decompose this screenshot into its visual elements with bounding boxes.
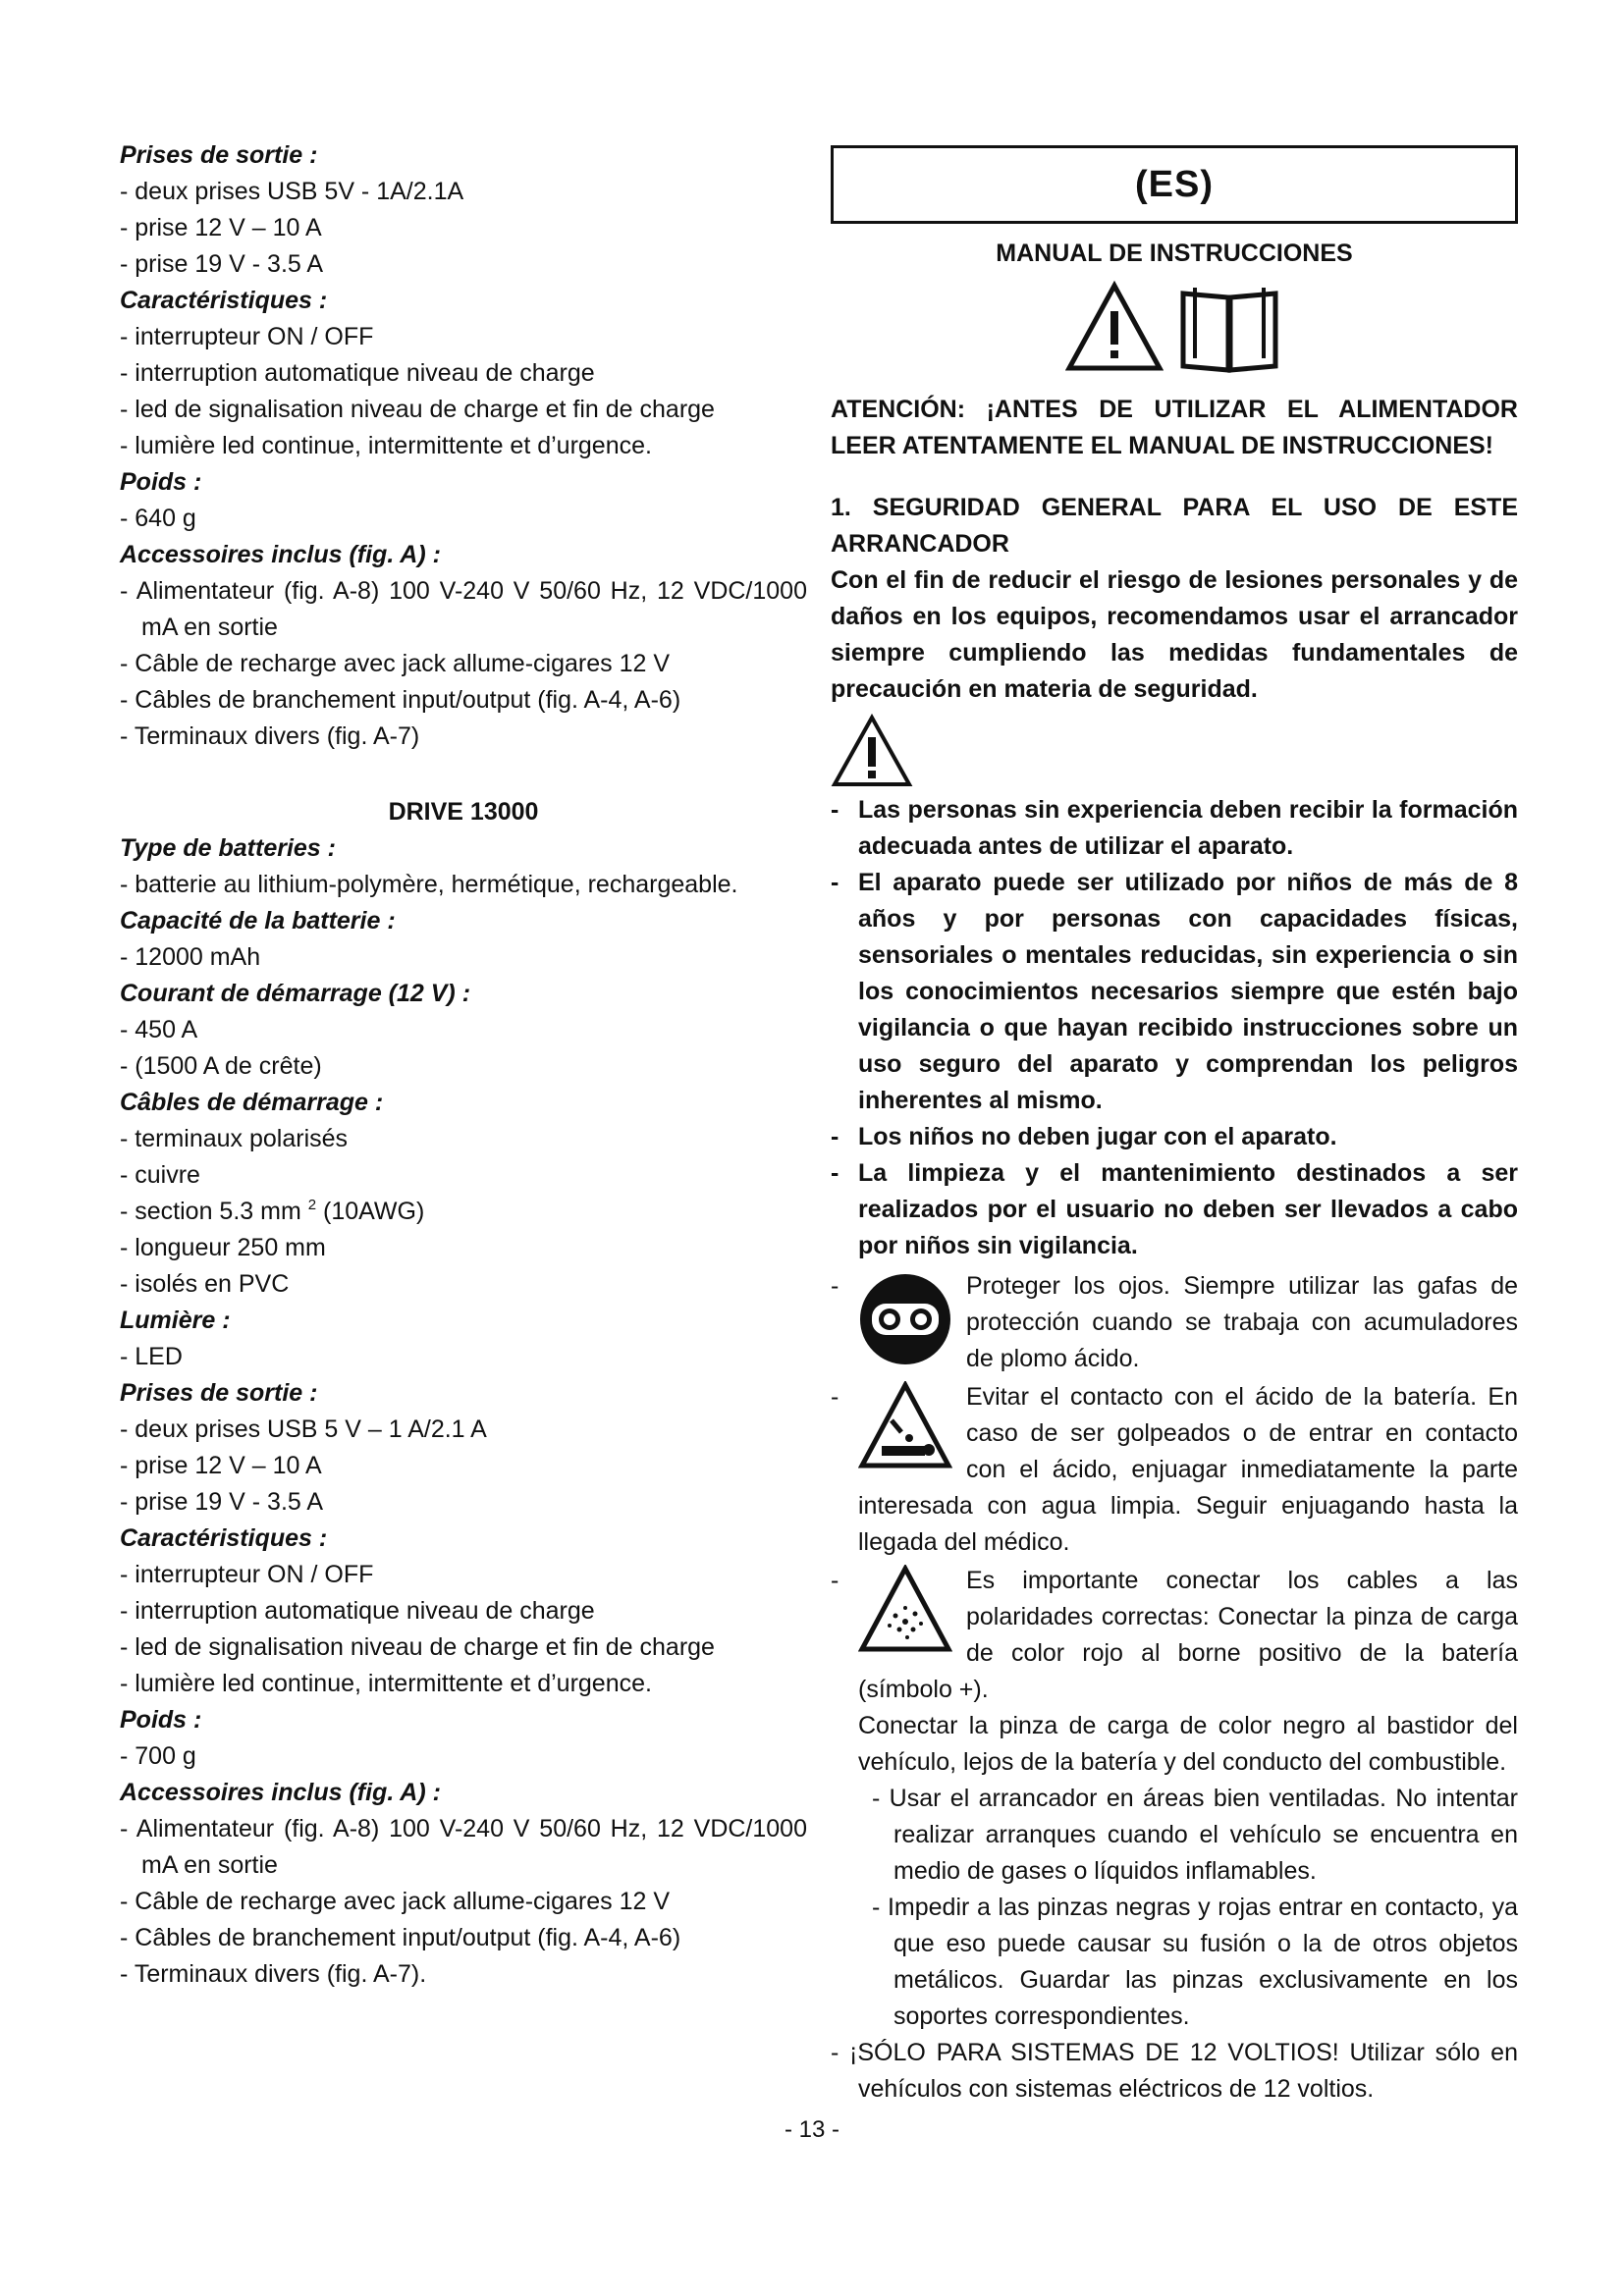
list-item: - deux prises USB 5 V – 1 A/2.1 A — [120, 1415, 487, 1443]
manual-book-icon — [1175, 280, 1283, 374]
corrosive-warning-icon — [858, 1381, 952, 1471]
light-heading: Lumière : — [120, 1307, 231, 1334]
outputs-heading: Prises de sortie : — [120, 141, 318, 169]
page-number: - 13 - — [784, 2116, 839, 2143]
warning-triangle-icon — [1065, 280, 1164, 374]
list-item: - 640 g — [120, 505, 196, 532]
list-item: - Terminaux divers (fig. A-7). — [120, 1960, 427, 1988]
list-item — [120, 1194, 807, 1230]
list-item: - 450 A — [120, 1016, 198, 1043]
list-item: - led de signalisation niveau de charge et fin de charge — [120, 1633, 715, 1661]
list-item: - Alimentateur (fig. A-8) 100 V-240 V 50/60 Hz, 12 VDC/1000 mA en sortie — [120, 577, 807, 641]
list-item: - (1500 A de crête) — [120, 1052, 322, 1080]
accessories-heading: Accessoires inclus (fig. A) : — [120, 1779, 441, 1806]
warning-icons — [831, 280, 1518, 382]
battery-type-heading: Type de batteries : — [120, 834, 336, 862]
acid-text: Evitar el contacto con el ácido de la batería. En caso de ser golpeados o de entrar en contacto con el ácido, enjuagar inmediatamente la parte interesada con agua limpia. Seguir enjuagando hasta la llegada del médico. — [858, 1383, 1518, 1556]
list-item: - isolés en PVC — [120, 1270, 290, 1298]
list-item: - 700 g — [120, 1742, 196, 1770]
attention-warning: ATENCIÓN: ¡ANTES DE UTILIZAR EL ALIMENTADOR LEER ATENTAMENTE EL MANUAL DE INSTRUCCIONES! — [831, 396, 1518, 459]
model-title: DRIVE 13000 — [388, 798, 539, 826]
list-item: - Câble de recharge avec jack allume-cigares 12 V — [120, 650, 670, 677]
list-item: - led de signalisation niveau de charge et fin de charge — [120, 396, 715, 423]
polarity-item: - Es importante conectar los cables a las polaridades correctas: Conectar la pinza de carga de color rojo al borne positivo de la batería (símbolo +). Conectar la pinza de carga de color negro al bastidor del vehículo, lejos de la batería y del conducto del combustible. — [831, 1563, 1518, 1781]
list-item: - deux prises USB 5V - 1A/2.1A — [120, 178, 464, 205]
goggles-item: - Proteger los ojos. Siempre utilizar las gafas de protección cuando se trabaja con acumuladores de plomo ácido. — [831, 1268, 1518, 1377]
list-item: - terminaux polarisés — [120, 1125, 349, 1152]
list-item: - lumière led continue, intermittente et d’urgence. — [120, 432, 652, 459]
list-item: - 12000 mAh — [120, 943, 261, 971]
features-heading: Caractéristiques : — [120, 1524, 328, 1552]
list-item: - Terminaux divers (fig. A-7) — [120, 722, 420, 750]
list-item: - prise 12 V – 10 A — [120, 214, 322, 241]
list-item: - interruption automatique niveau de charge — [120, 359, 595, 387]
cables-heading: Câbles de démarrage : — [120, 1089, 384, 1116]
list-item: - cuivre — [120, 1161, 200, 1189]
list-item: - La limpieza y el mantenimiento destinados a ser realizados por el usuario no deben ser llevados a cabo por niños sin vigilancia. — [831, 1159, 1518, 1259]
list-item: - interrupteur ON / OFF — [120, 323, 374, 350]
capacity-heading: Capacité de la batterie : — [120, 907, 396, 934]
list-item: - El aparato puede ser utilizado por niños de más de 8 años y por personas con capacidades físicas, sensoriales o mentales reducidas, sin experiencia o sin los conocimientos necesarios siempre que estén bajo vigilancia o que hayan recibido instrucciones sobre un uso seguro del aparato y comprendan los peligros inherentes al mismo. — [831, 869, 1518, 1114]
list-item: - Impedir a las pinzas negras y rojas entrar en contacto, ya que eso puede causar su fusión o la de otros objetos metálicos. Guardar las pinzas exclusivamente en los soportes correspondientes. — [872, 1894, 1518, 2030]
list-item: - Los niños no deben jugar con el aparato. — [831, 1123, 1337, 1150]
section-text: - section 5.3 mm — [120, 1198, 301, 1225]
right-column — [831, 137, 1518, 2108]
list-item: - prise 19 V - 3.5 A — [120, 1488, 324, 1516]
list-item: - longueur 250 mm — [120, 1234, 326, 1261]
weight-heading: Poids : — [120, 468, 202, 496]
features-heading: Caractéristiques : — [120, 287, 328, 314]
safety-goggles-icon — [858, 1270, 952, 1368]
acid-item: - Evitar el contacto con el ácido de la batería. En caso de ser golpeados o de entrar en contacto con el ácido, enjuagar inmediatamente la parte interesada con agua limpia. Seguir enjuagando hasta la llegada del médico. — [831, 1383, 1518, 1556]
polarity-red-clamp: Conectar la pinza de carga de color rojo al borne positivo de la batería (símbolo +). — [858, 1603, 1519, 1703]
superscript: 2 — [307, 1197, 317, 1213]
section-intro: Con el fin de reducir el riesgo de lesiones personales y de daños en los equipos, recomendamos usar el arrancador siempre cumpliendo las medidas fundamentales de precaución en materia de seguridad. — [831, 566, 1518, 703]
manual-title: MANUAL DE INSTRUCCIONES — [996, 240, 1353, 267]
explosion-warning-icon — [858, 1565, 952, 1655]
list-item: - Câble de recharge avec jack allume-cigares 12 V — [120, 1888, 670, 1915]
weight-heading: Poids : — [120, 1706, 202, 1734]
list-item: - Usar el arrancador en áreas bien ventiladas. No intentar realizar arranques cuando el vehículo se encuentra en medio de gases o líquidos inflamables. — [872, 1785, 1518, 1885]
hazard-icon-row — [831, 708, 1518, 792]
list-item: - ¡SÓLO PARA SISTEMAS DE 12 VOLTIOS! Utilizar sólo en vehículos con sistemas eléctricos de 12 voltios. — [831, 2039, 1518, 2103]
polarity-text: Es importante conectar los cables a las polaridades correctas: — [966, 1567, 1518, 1630]
list-item: - prise 12 V – 10 A — [120, 1452, 322, 1479]
list-item: - Câbles de branchement input/output (fig. A-4, A-6) — [120, 1924, 681, 1951]
list-item: - interrupteur ON / OFF — [120, 1561, 374, 1588]
list-item: - Las personas sin experiencia deben recibir la formación adecuada antes de utilizar el aparato. — [831, 796, 1518, 860]
list-item: - lumière led continue, intermittente et d’urgence. — [120, 1670, 652, 1697]
warning-triangle-icon — [831, 714, 913, 788]
list-item: - interruption automatique niveau de charge — [120, 1597, 595, 1625]
language-box: (ES) — [831, 145, 1518, 224]
section-awg: (10AWG) — [316, 1198, 425, 1225]
list-item: - prise 19 V - 3.5 A — [120, 250, 324, 278]
accessories-heading: Accessoires inclus (fig. A) : — [120, 541, 441, 568]
left-column — [120, 137, 807, 1993]
list-item: - LED — [120, 1343, 183, 1370]
current-heading: Courant de démarrage (12 V) : — [120, 980, 471, 1007]
section-title: 1. SEGURIDAD GENERAL PARA EL USO DE ESTE ARRANCADOR — [831, 494, 1518, 558]
list-item: - Alimentateur (fig. A-8) 100 V-240 V 50/60 Hz, 12 VDC/1000 mA en sortie — [120, 1815, 807, 1879]
polarity-black-clamp: Conectar la pinza de carga de color negro al bastidor del vehículo, lejos de la batería y del conducto del combustible. — [858, 1712, 1518, 1776]
outputs-heading: Prises de sortie : — [120, 1379, 318, 1407]
list-item: - Câbles de branchement input/output (fig. A-4, A-6) — [120, 686, 681, 714]
list-item: - batterie au lithium-polymère, hermétique, rechargeable. — [120, 871, 738, 898]
goggles-text: Proteger los ojos. Siempre utilizar las gafas de protección cuando se trabaja con acumuladores de plomo ácido. — [966, 1272, 1518, 1372]
